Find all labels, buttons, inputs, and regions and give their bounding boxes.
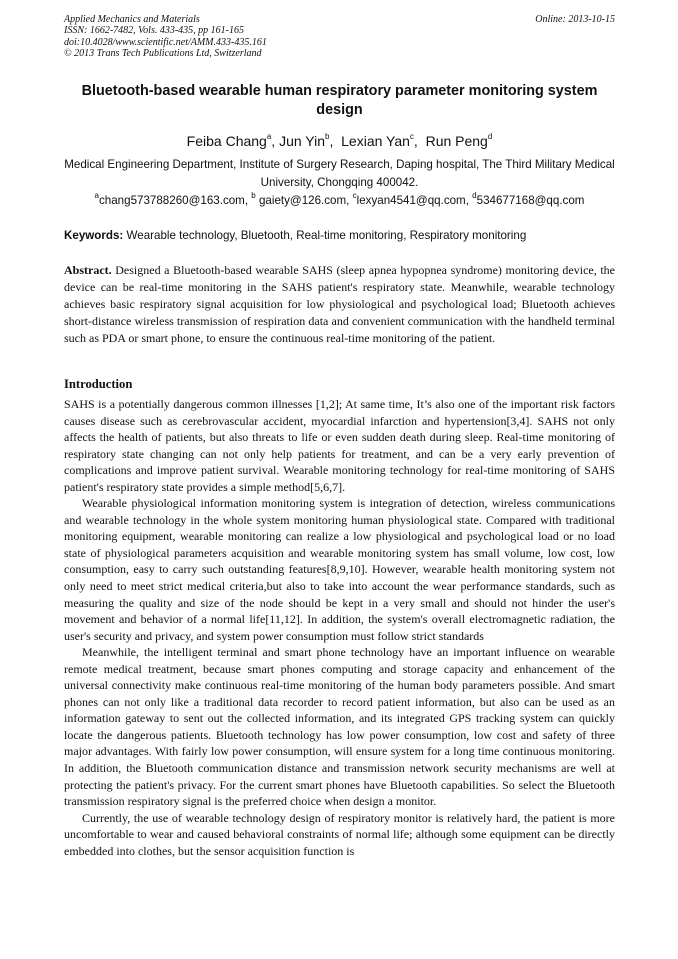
author-affil-mark: b bbox=[325, 132, 330, 142]
body-paragraph: SAHS is a potentially dangerous common illnesses [1,2]; At same time, It’s also one of the important risk factors causes disease such as cerebrovascular accident, myocardial infarction and hypertension[3,4]. SAHS not only affects the health of patients, but also threats to life or even sudden death during sleep. Real-time monitoring of respiratory state changing can not only help patients for treatment, and can be a very early prevention of complications and improve patient survival. Wearable monitoring technology for real-time monitoring of SAHS patient's respiratory state provides a simple method[5,6,7]. bbox=[64, 397, 615, 494]
abstract-text: Designed a Bluetooth-based wearable SAHS (sleep apnea hypopnea syndrome) monitoring device, the device can be real-time monitoring in the SAHS patient's respiratory state. Meanwhile, wearable technology achieves basic respiratory signal acquisition for low physiological and psychological load; Bluetooth achieves short-distance wireless transmission of respiration data and convenient communication with the handheld terminal such as PDA or smart phone, to ensure the continuous real-time monitoring of the patient. bbox=[64, 263, 616, 346]
issn-line: ISSN: 1662-7482, Vols. 433-435, pp 161-165 bbox=[64, 25, 244, 37]
online-date: Online: 2013-10-15 bbox=[535, 14, 615, 25]
author-affil-mark: d bbox=[487, 132, 493, 142]
author-affil-mark: c bbox=[409, 132, 414, 142]
email-mark: a bbox=[94, 191, 99, 201]
email-address[interactable]: 534677168@qq.com bbox=[476, 194, 585, 207]
email-mark: b bbox=[251, 191, 256, 201]
journal-header bbox=[64, 14, 615, 59]
doi-line: doi:10.4028/www.scientific.net/AMM.433-435.161 bbox=[64, 36, 267, 48]
journal-name: Applied Mechanics and Materials bbox=[64, 14, 200, 25]
author-name: Jun Yin bbox=[279, 133, 326, 149]
keywords bbox=[64, 228, 615, 244]
body-paragraph: Currently, the use of wearable technology design of respiratory monitor is relatively hard, the patient is more uncomfortable to wear and caused behavioral constraints of normal life; although some equipment can be directly embedded into clothes, but the sensor acquisition function is bbox=[64, 810, 615, 858]
author-list: Feiba Chang$^a$, Jun Yin$^b$, Lexian Yan$^c$, Run Peng$^d$ bbox=[186, 132, 493, 149]
body-paragraph: Wearable physiological information monitoring system is integration of detection, wireless communications and wearable technology in the whole system monitoring human physiological state. Compared with traditional monitoring equipment, wearable monitoring can realize a low physiological and psychological load or no load state of physiological parameters acquisition and wearable monitoring system has small volume, low cost, low consumption, easy to carry such outstanding features[8,9,10]. However, wearable health monitoring system not only need to meet strict medical criteria,but also to take into account the wear performance standards, such as measuring the quality and size of the node should be kept in a very small and should not hinder the user's movement and behavior of a normal life[11,12]. In addition, the system's overall electromagnetic radiation, the user's security and privacy, and system power consumption must follow strict standards bbox=[64, 496, 615, 643]
author-name: Lexian Yan bbox=[341, 133, 410, 149]
section-heading-introduction: Introduction bbox=[64, 377, 133, 391]
paper-title: Bluetooth-based wearable human respiratory parameter monitoring system design bbox=[81, 83, 598, 118]
keywords-label: Keywords: bbox=[64, 229, 124, 242]
introduction-body bbox=[64, 396, 615, 859]
email-mark: d bbox=[472, 191, 477, 201]
email-mark: c bbox=[352, 191, 357, 201]
body-paragraph: Meanwhile, the intelligent terminal and smart phone technology have an important influence on wearable remote medical treatment, because smart phones computing and storage capacity and enhancement of the universal connectivity make continuous real-time monitoring of the human body parameters possible. And smart phones can not only like a traditional data recorder to record patient information, but also can be used as an information gateway to sent out the collected information, and its integrated GPS tracking system can quickly locate the dangerous patients. Bluetooth technology has low power consumption, low cost and safety of three major advantages. With fairly low power consumption, will ensure system for a long time continuous monitoring. In addition, the Bluetooth communication distance and transmission network security mechanisms are well at protecting the patient's privacy. For the current smart phones have Bluetooth capabilities. So select the Bluetooth transmission respiratory signal is the preferred choice when design a monitor. bbox=[64, 645, 615, 809]
keywords-text: Wearable technology, Bluetooth, Real-time monitoring, Respiratory monitoring bbox=[126, 229, 527, 242]
email-address[interactable]: chang573788260@163.com bbox=[98, 194, 245, 207]
abstract bbox=[64, 262, 615, 347]
affiliation: Medical Engineering Department, Institute of Surgery Research, Daping hospital, The Third Military Medical University, Chongqing 400042. bbox=[64, 158, 615, 189]
email-list: $^a$chang573788260@163.com, $^b$ gaiety@126.com, $^c$lexyan4541@qq.com, $^d$534677168@qq.com bbox=[94, 191, 585, 207]
email-address[interactable]: gaiety@126.com bbox=[258, 194, 347, 207]
copyright-line: © 2013 Trans Tech Publications Ltd, Switzerland bbox=[64, 47, 262, 59]
author-affil-mark: a bbox=[266, 132, 272, 142]
author-name: Run Peng bbox=[425, 133, 488, 149]
author-name: Feiba Chang bbox=[186, 133, 267, 149]
email-address[interactable]: lexyan4541@qq.com bbox=[356, 194, 466, 207]
abstract-label: Abstract. bbox=[64, 263, 112, 277]
